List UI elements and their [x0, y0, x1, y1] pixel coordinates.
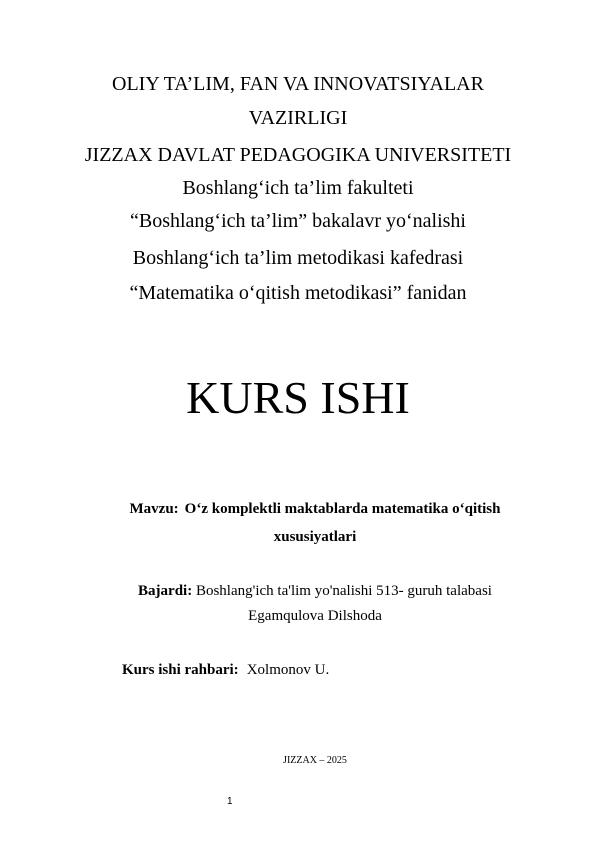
performer-group: Boshlang'ich ta'lim yo'nalishi 513- guruh talabasi	[195, 583, 492, 599]
university-name: JIZZAX DAVLAT PEDAGOGIKA UNIVERSITETI	[84, 144, 512, 166]
performer-block	[100, 579, 530, 629]
topic-block	[100, 495, 530, 551]
supervisor-block	[122, 660, 329, 680]
ministry-line-1: OLIY TA’LIM, FAN VA INNOVATSIYALAR	[112, 73, 484, 95]
supervisor-name: Xolmonov U.	[246, 662, 330, 678]
ministry-line-2: VAZIRLIGI	[248, 107, 348, 129]
faculty-name: Boshlang‘ich ta’lim fakulteti	[182, 177, 414, 199]
subject-name: “Matematika o‘qitish metodikasi” fanidan	[129, 282, 467, 304]
city-year: JIZZAX – 2025	[283, 755, 347, 766]
topic-label: Mavzu:	[129, 501, 179, 517]
performer-name: Egamqulova Dilshoda	[248, 608, 382, 624]
program-name: “Boshlang‘ich ta’lim” bakalavr yo‘nalishi	[129, 210, 466, 232]
performer-label: Bajardi:	[138, 583, 193, 599]
performer-line	[100, 579, 530, 604]
topic-value: O‘z komplektli maktablarda matematika o‘qitish xususiyatlari	[184, 501, 501, 545]
page-number: 1	[227, 796, 233, 807]
department-name: Boshlang‘ich ta’lim metodikasi kafedrasi	[132, 247, 464, 269]
document-title: KURS ISHI	[186, 372, 410, 423]
supervisor-label: Kurs ishi rahbari:	[122, 662, 239, 678]
